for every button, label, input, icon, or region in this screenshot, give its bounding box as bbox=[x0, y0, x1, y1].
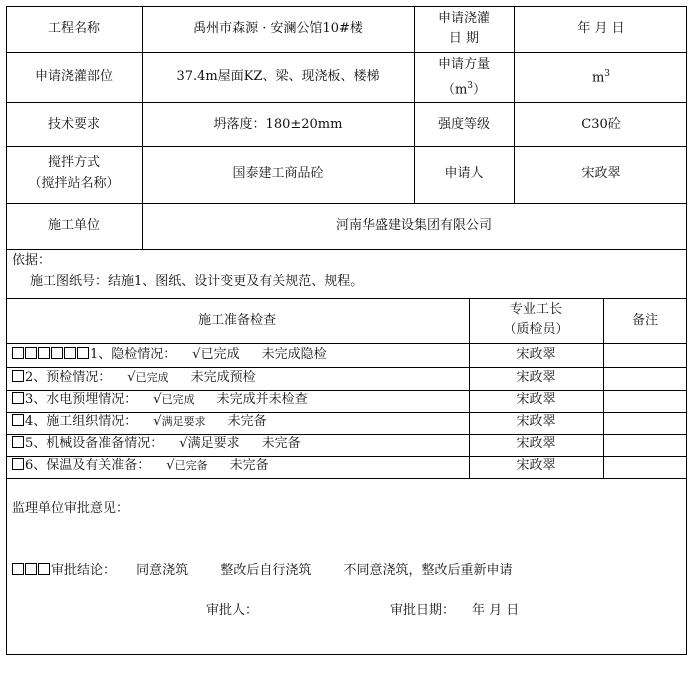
check-section-title: 施工准备检查 bbox=[197, 313, 277, 328]
pour-application-form bbox=[6, 6, 687, 655]
checkbox[interactable] bbox=[25, 563, 37, 575]
checkbox[interactable] bbox=[12, 347, 24, 359]
check-item-row bbox=[12, 414, 267, 430]
check-mark-icon: √ bbox=[153, 414, 162, 429]
row-divider bbox=[6, 249, 687, 250]
check-item-foreman: 宋政翠 bbox=[516, 414, 556, 429]
col-divider bbox=[414, 6, 415, 203]
tech-requirement-label: 技术要求 bbox=[47, 117, 101, 132]
check-item-foreman: 宋政翠 bbox=[516, 392, 556, 407]
check-item-status-undone: 未完备 bbox=[261, 436, 301, 451]
applicant-label: 申请人 bbox=[444, 166, 484, 181]
check-item-status-done: 满足要求 bbox=[161, 415, 206, 428]
row-divider bbox=[6, 298, 687, 299]
mixing-method-label-line2: （搅拌站名称） bbox=[28, 176, 120, 191]
pour-location-value: 37.4m屋面KZ、梁、现浇板、楼梯 bbox=[176, 69, 380, 84]
row-divider bbox=[6, 434, 687, 435]
check-item-status-undone: 未完备 bbox=[227, 414, 267, 429]
volume-label-line2: $(m^3)$ bbox=[441, 81, 487, 98]
checkbox[interactable] bbox=[12, 436, 24, 448]
check-item-label: 1、隐检情况： bbox=[90, 347, 177, 362]
col-divider bbox=[514, 6, 515, 203]
check-item-foreman: 宋政翠 bbox=[516, 436, 556, 451]
check-item-status-undone: 未完成并未检查 bbox=[216, 392, 308, 407]
row-divider bbox=[6, 52, 687, 53]
check-mark-icon: √ bbox=[192, 347, 201, 362]
contractor-label: 施工单位 bbox=[47, 218, 101, 233]
check-item-status-done: 已完备 bbox=[174, 459, 208, 472]
checkbox[interactable] bbox=[38, 347, 50, 359]
supervision-heading: 监理单位审批意见： bbox=[12, 501, 130, 516]
project-name-label: 工程名称 bbox=[47, 21, 101, 36]
basis-text: 施工图纸号：结施1、图纸、设计变更及有关规范、规程。 bbox=[30, 274, 364, 289]
checkbox[interactable] bbox=[12, 458, 24, 470]
check-mark-icon: √ bbox=[179, 436, 188, 451]
apply-date-value: 年 月 日 bbox=[577, 21, 625, 36]
col-divider bbox=[469, 298, 470, 478]
row-divider bbox=[6, 456, 687, 457]
pour-location-label: 申请浇灌部位 bbox=[34, 69, 114, 84]
option-agree[interactable]: 同意浇筑 bbox=[136, 563, 189, 578]
contractor-value: 河南华盛建设集团有限公司 bbox=[335, 218, 493, 233]
check-item-label: 6、保温及有关准备： bbox=[25, 458, 151, 473]
option-rectify-self[interactable]: 整改后自行浇筑 bbox=[220, 563, 312, 578]
approval-conclusion-label: 审批结论： bbox=[51, 563, 117, 578]
checkbox[interactable] bbox=[38, 563, 50, 575]
row-divider bbox=[6, 203, 687, 204]
foreman-header-line2: （质检员） bbox=[503, 322, 569, 337]
slump-value: 坍落度：180±20mm bbox=[213, 117, 343, 132]
check-item-status-done: 已完成 bbox=[135, 371, 169, 384]
check-item-status-done: 已完成 bbox=[200, 347, 240, 362]
check-item-label: 4、施工组织情况： bbox=[25, 414, 138, 429]
checkbox[interactable] bbox=[25, 347, 37, 359]
strength-grade-label: 强度等级 bbox=[437, 117, 491, 132]
check-item-status-done: 满足要求 bbox=[187, 436, 240, 451]
mixing-plant-value: 国泰建工商品砼 bbox=[232, 166, 324, 181]
row-divider bbox=[6, 412, 687, 413]
mixing-method-label-line1: 搅拌方式 bbox=[47, 155, 101, 170]
check-item-label: 5、机械设备准备情况： bbox=[25, 436, 164, 451]
checkbox[interactable] bbox=[51, 347, 63, 359]
checkbox[interactable] bbox=[12, 563, 24, 575]
basis-heading: 依据： bbox=[12, 253, 52, 268]
check-item-label: 2、预检情况： bbox=[25, 370, 112, 385]
col-divider bbox=[603, 298, 604, 478]
check-item-row bbox=[12, 347, 327, 363]
row-divider bbox=[6, 343, 687, 344]
approver-label: 审批人： bbox=[206, 603, 259, 618]
foreman-header-line1: 专业工长 bbox=[509, 302, 563, 317]
remark-header: 备注 bbox=[631, 313, 659, 328]
check-item-row bbox=[12, 436, 301, 452]
row-divider bbox=[6, 367, 687, 368]
checkbox[interactable] bbox=[12, 370, 24, 382]
applicant-value: 宋政翠 bbox=[581, 166, 621, 181]
apply-date-label-line1: 申请浇灌 bbox=[437, 11, 491, 26]
check-mark-icon: √ bbox=[127, 370, 136, 385]
row-divider bbox=[6, 146, 687, 147]
checkbox[interactable] bbox=[64, 347, 76, 359]
approval-conclusion-row bbox=[12, 563, 512, 579]
check-item-status-undone: 未完备 bbox=[229, 458, 269, 473]
check-item-status-undone: 未完成预检 bbox=[190, 370, 256, 385]
apply-date-label-line2: 日 期 bbox=[448, 31, 480, 46]
volume-value: $m^3$ bbox=[591, 69, 611, 86]
checkbox[interactable] bbox=[12, 414, 24, 426]
check-mark-icon: √ bbox=[166, 458, 175, 473]
row-divider bbox=[6, 478, 687, 479]
approval-date-label: 审批日期： bbox=[390, 603, 456, 618]
row-divider bbox=[6, 102, 687, 103]
check-item-row bbox=[12, 392, 308, 408]
col-divider bbox=[142, 6, 143, 249]
project-name-value: 禹州市森源 · 安澜公馆10#楼 bbox=[193, 21, 363, 36]
strength-grade-value: C30砼 bbox=[581, 117, 621, 132]
check-item-foreman: 宋政翠 bbox=[516, 347, 556, 362]
checkbox[interactable] bbox=[77, 347, 89, 359]
check-item-row bbox=[12, 458, 269, 474]
check-item-row bbox=[12, 370, 256, 386]
check-mark-icon: √ bbox=[153, 392, 162, 407]
row-divider bbox=[6, 390, 687, 391]
volume-label-line1: 申请方量 bbox=[437, 57, 491, 72]
check-item-foreman: 宋政翠 bbox=[516, 458, 556, 473]
check-item-label: 3、水电预埋情况： bbox=[25, 392, 138, 407]
check-item-foreman: 宋政翠 bbox=[516, 370, 556, 385]
check-item-status-undone: 未完成隐检 bbox=[261, 347, 327, 362]
check-item-status-done: 已完成 bbox=[161, 393, 195, 406]
approval-date-value: 年 月 日 bbox=[472, 603, 520, 618]
option-disagree[interactable]: 不同意浇筑，整改后重新申请 bbox=[343, 563, 513, 578]
checkbox[interactable] bbox=[12, 392, 24, 404]
